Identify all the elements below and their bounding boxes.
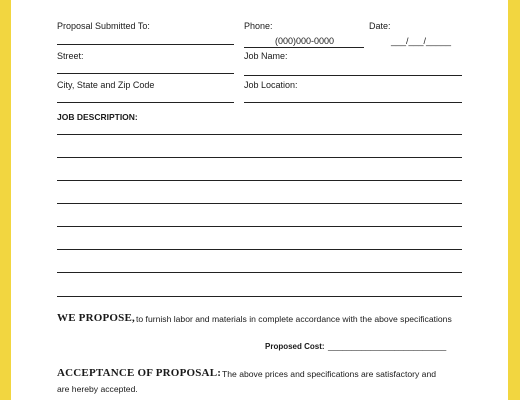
date-label: Date:	[369, 21, 391, 31]
street-field[interactable]	[57, 73, 234, 74]
proposed-cost-label: Proposed Cost:	[265, 342, 325, 351]
job-location-label: Job Location:	[244, 80, 298, 90]
job-description-line[interactable]	[57, 272, 462, 273]
job-name-label: Job Name:	[244, 51, 288, 61]
proposed-cost-field[interactable]: _________________________	[328, 341, 447, 351]
job-description-line[interactable]	[57, 296, 462, 297]
date-value[interactable]: ___/___/_____	[391, 36, 452, 46]
job-description-line[interactable]	[57, 134, 462, 135]
phone-field[interactable]	[244, 47, 364, 48]
job-description-line[interactable]	[57, 249, 462, 250]
job-name-field[interactable]	[244, 75, 462, 76]
job-description-label: JOB DESCRIPTION:	[57, 112, 138, 122]
phone-value[interactable]: (000)000-0000	[275, 36, 335, 46]
we-propose-heading: WE PROPOSE,	[57, 312, 135, 324]
acceptance-text-line2: are hereby accepted.	[57, 384, 138, 394]
city-state-zip-field[interactable]	[57, 102, 234, 103]
acceptance-heading: ACCEPTANCE OF PROPOSAL:	[57, 367, 222, 379]
city-state-zip-label: City, State and Zip Code	[57, 80, 155, 90]
phone-label: Phone:	[244, 21, 273, 31]
job-description-line[interactable]	[57, 203, 462, 204]
job-location-field[interactable]	[244, 102, 462, 103]
proposal-form-sheet	[11, 0, 508, 400]
job-description-line[interactable]	[57, 157, 462, 158]
submitted-to-label: Proposal Submitted To:	[57, 21, 150, 31]
acceptance-text-line1: The above prices and specifications are satisfactory and	[222, 369, 437, 379]
job-description-line[interactable]	[57, 180, 462, 181]
submitted-to-field[interactable]	[57, 44, 234, 45]
we-propose-text: to furnish labor and materials in complete accordance with the above specifications	[136, 314, 452, 324]
job-description-line[interactable]	[57, 226, 462, 227]
street-label: Street:	[57, 51, 84, 61]
